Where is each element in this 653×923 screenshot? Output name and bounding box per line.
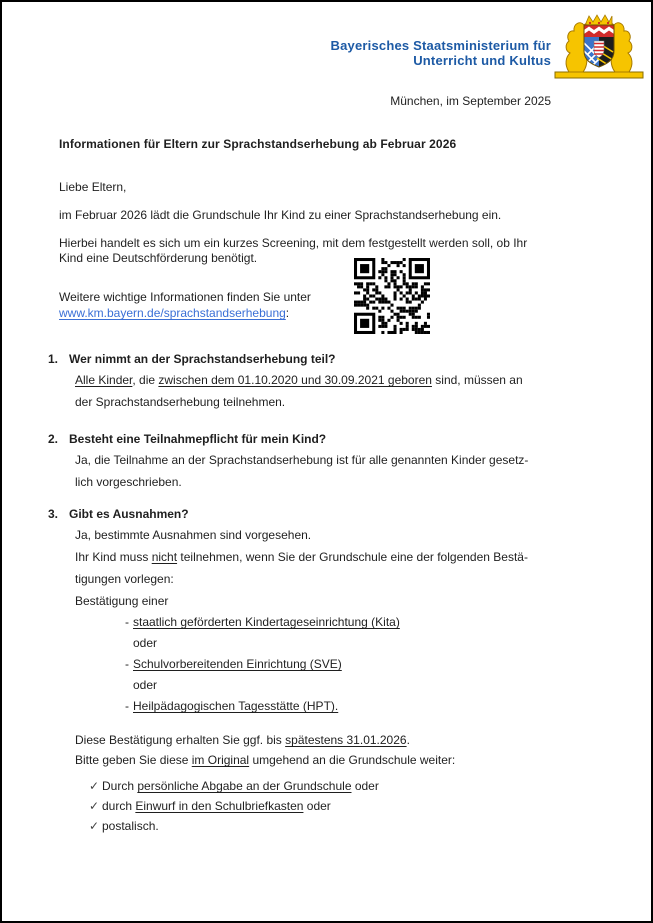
link-suffix: :: [285, 306, 290, 320]
section-2-heading: 2. Besteht eine Teilnahmepflicht für mein Kind?: [48, 432, 327, 446]
option-postal: ✓ postalisch.: [89, 816, 641, 836]
exemption-separator: oder: [133, 636, 158, 650]
ministry-name-line2: Unterricht und Kultus: [413, 53, 551, 68]
salutation: Liebe Eltern,: [59, 180, 127, 194]
submission-options-list: [89, 776, 641, 836]
paragraph-more-info: Weitere wichtige Informationen finden Sie unter www.km.bayern.de/sprachstandserhebung:: [59, 290, 311, 320]
check-icon: ✓: [89, 799, 100, 813]
section-obligation: [48, 432, 641, 493]
exemption-list: [125, 612, 641, 717]
exemption-separator: oder: [133, 678, 158, 692]
info-link[interactable]: www.km.bayern.de/sprachstandserhebung: [59, 306, 286, 320]
exemption-item-kita: - staatlich geförderten Kindertageseinrichtung (Kita): [125, 615, 400, 629]
text-line: Diese Bestätigung erhalten Sie ggf. bis spätestens 31.01.2026.: [75, 733, 410, 747]
text-line: Ja, die Teilnahme an der Sprachstandserhebung ist für alle genannten Kinder gesetz-: [75, 453, 529, 467]
section-1-number: 1.: [48, 352, 59, 366]
section-2-number: 2.: [48, 432, 59, 446]
document-title: Informationen für Eltern zur Sprachstandserhebung ab Februar 2026: [59, 137, 457, 151]
text-line: Ja, bestimmte Ausnahmen sind vorgesehen.: [75, 528, 312, 542]
ministry-name-line1: Bayerisches Staatsministerium für: [330, 38, 551, 53]
text-line: Bitte geben Sie diese im Original umgehend an die Grundschule weiter:: [75, 753, 456, 767]
paragraph-screening: Hierbei handelt es sich um ein kurzes Screening, mit dem festgestellt werden soll, ob Ihr Kind eine Deutschförderung benötigt.: [59, 236, 528, 265]
section-1-heading: 1. Wer nimmt an der Sprachstandserhebung teil?: [48, 352, 336, 366]
text-line: Ihr Kind muss nicht teilnehmen, wenn Sie der Grundschule eine der folgenden Bestä-: [75, 550, 528, 564]
check-icon: ✓: [89, 779, 100, 793]
text-line: Bestätigung einer: [75, 594, 169, 608]
text-line: lich vorgeschrieben.: [75, 475, 182, 489]
section-exceptions: [48, 507, 641, 612]
paragraph-invitation: im Februar 2026 lädt die Grundschule Ihr Kind zu einer Sprachstandserhebung ein.: [59, 208, 502, 222]
text-line: Alle Kinder, die zwischen dem 01.10.2020 und 30.09.2021 geboren sind, müssen an: [75, 373, 523, 387]
exemption-item-sve: - Schulvorbereitenden Einrichtung (SVE): [125, 657, 342, 671]
text-line: tigungen vorlegen:: [75, 572, 174, 586]
letter-body: [2, 2, 651, 836]
option-personal-delivery: ✓ Durch persönliche Abgabe an der Grundschule oder: [89, 776, 641, 796]
option-mailbox: ✓ durch Einwurf in den Schulbriefkasten oder: [89, 796, 641, 816]
section-3-number: 3.: [48, 507, 59, 521]
section-3-heading: 3. Gibt es Ausnahmen?: [48, 507, 189, 521]
exemption-item-hpt: - Heilpädagogischen Tagesstätte (HPT).: [125, 699, 339, 713]
closing-paragraph: [75, 730, 641, 770]
check-icon: ✓: [89, 819, 100, 833]
date-line: München, im September 2025: [390, 94, 551, 108]
section-participation: [48, 352, 641, 413]
text-line: der Sprachstandserhebung teilnehmen.: [75, 395, 286, 409]
